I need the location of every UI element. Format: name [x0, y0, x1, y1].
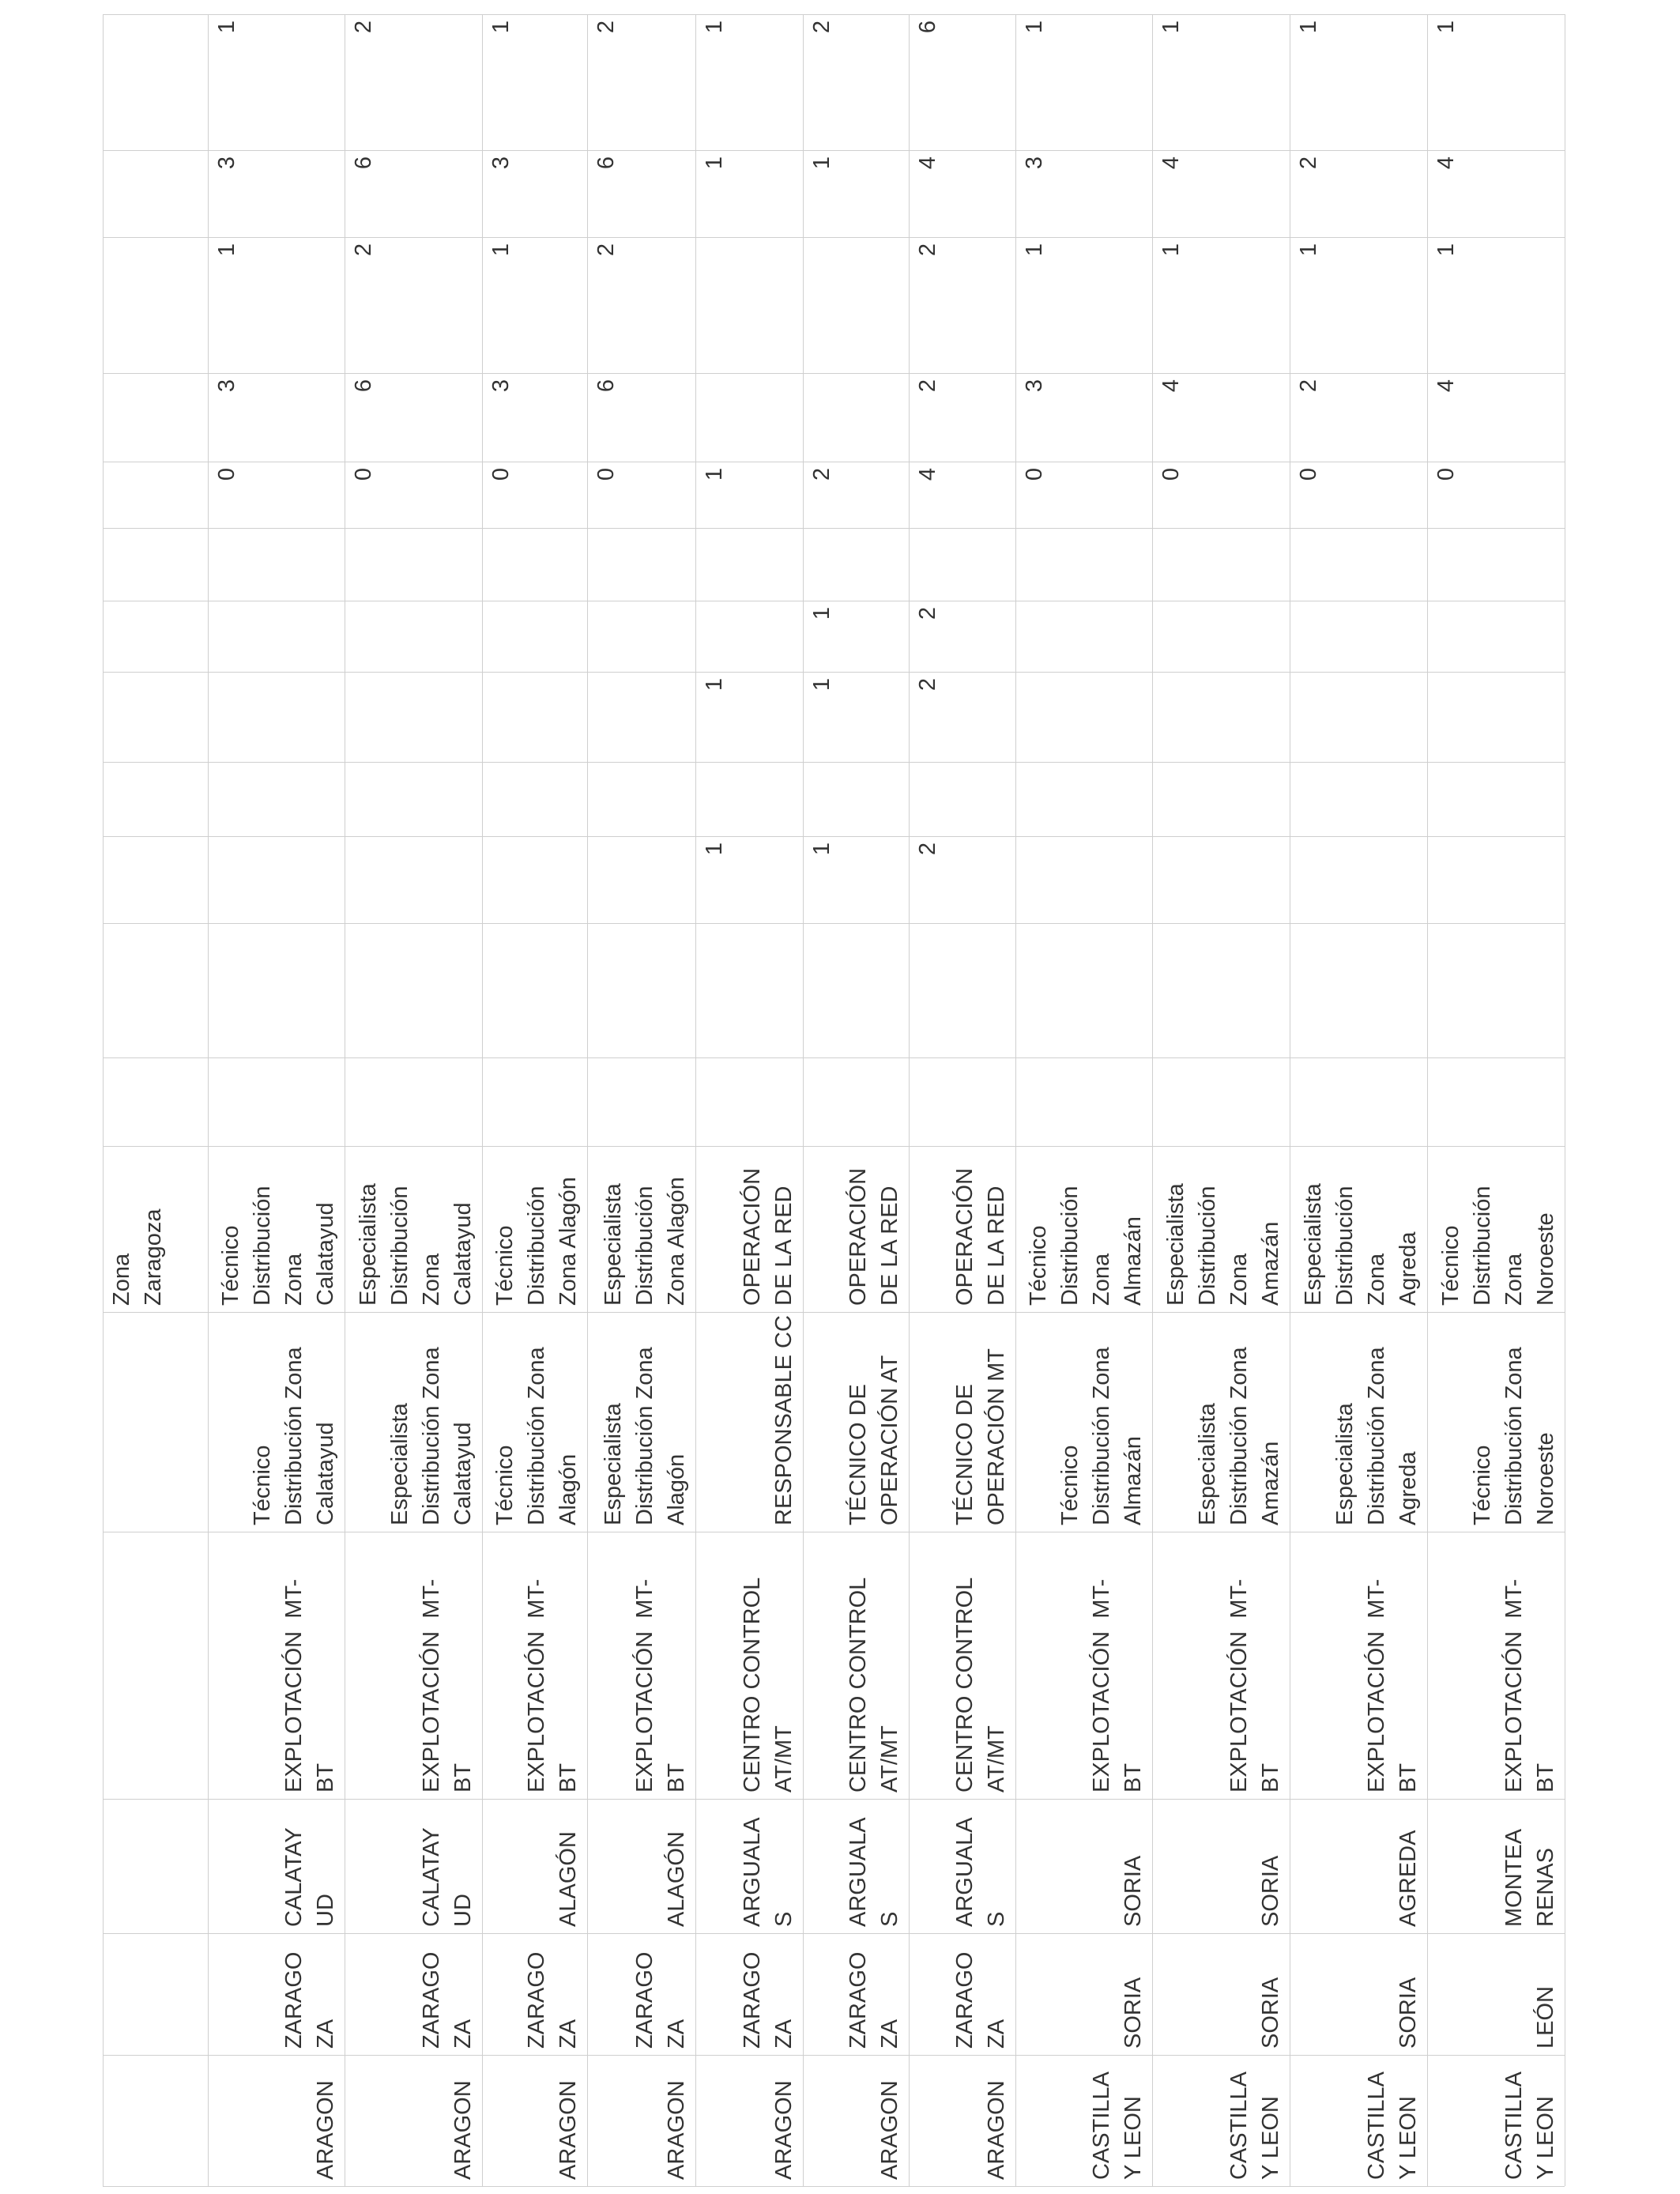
table-cell [587, 373, 695, 462]
cell-text: SORIA [1258, 1855, 1283, 1927]
cell-text: 4 [915, 156, 940, 170]
cell-text: 4 [915, 468, 940, 481]
cell-text: ARAGON [664, 2080, 689, 2180]
table-cell [587, 1532, 695, 1799]
table-cell [1290, 1933, 1427, 2055]
table-cell [909, 1933, 1015, 2055]
cell-text: TÉCNICO DE OPERACIÓN AT [846, 1355, 902, 1525]
table-cell [587, 462, 695, 528]
table-cell [1427, 1933, 1565, 2055]
table-cell [1015, 150, 1152, 237]
table-cell [695, 1799, 803, 1933]
cell-text: EXPLOTACIÓN MT- BT [1226, 1578, 1283, 1793]
cell-text: Técnico Distribución Zona Alagón [492, 1347, 581, 1525]
table-cell [1152, 1933, 1290, 2055]
table-cell [695, 1532, 803, 1799]
cell-text: EXPLOTACIÓN MT- BT [524, 1578, 581, 1793]
cell-text: 2 [1296, 156, 1321, 170]
table-cell [1290, 1799, 1427, 1933]
table-cell [1015, 14, 1152, 150]
table-cell [803, 1532, 909, 1799]
table-cell [1427, 1146, 1565, 1312]
column-gridline [103, 923, 1565, 924]
table-cell [909, 150, 1015, 237]
cell-text: Técnico Distribución Zona Noroeste [1438, 1186, 1558, 1306]
table-cell [587, 1146, 695, 1312]
cell-text: 2 [351, 21, 376, 34]
table-cell [1152, 1799, 1290, 1933]
cell-text: 0 [1158, 468, 1184, 481]
table-cell [345, 150, 482, 237]
table-cell [1427, 1532, 1565, 1799]
table-cell [587, 237, 695, 373]
cell-text: Especialista Distribución Zona Amazán [1195, 1347, 1283, 1525]
table-cell [695, 14, 803, 150]
cell-text: ARAGON [877, 2080, 902, 2180]
table-cell [345, 1933, 482, 2055]
table-cell [587, 150, 695, 237]
table-cell [482, 237, 587, 373]
table-cell [803, 836, 909, 923]
table-cell [208, 462, 345, 528]
table-cell [1015, 1312, 1152, 1532]
header-cell-text: Zona Zaragoza [109, 1208, 166, 1306]
table-cell [909, 601, 1015, 672]
cell-text: CALATAY UD [281, 1827, 338, 1927]
header-cell [103, 1146, 208, 1312]
cell-text: EXPLOTACIÓN MT- BT [1501, 1578, 1558, 1793]
table-cell [1152, 462, 1290, 528]
table-cell [345, 2055, 482, 2186]
cell-text: 1 [1296, 21, 1321, 34]
table-cell [909, 1146, 1015, 1312]
cell-text: CASTILLA Y LEON [1226, 2071, 1283, 2180]
cell-text: 1 [809, 678, 834, 692]
table-cell [1290, 1312, 1427, 1532]
table-cell [587, 14, 695, 150]
cell-text: ARGUALA S [952, 1817, 1009, 1927]
cell-text: SORIA [1121, 1977, 1146, 2049]
table-cell [482, 1799, 587, 1933]
cell-text: ZARAGO ZA [952, 1951, 1009, 2049]
cell-text: 1 [702, 21, 727, 34]
table-cell [1427, 1799, 1565, 1933]
cell-text: 2 [809, 468, 834, 481]
cell-text: RESPONSABLE CC [771, 1315, 797, 1525]
cell-text: 3 [488, 379, 514, 393]
cell-text: 3 [1022, 379, 1047, 393]
table-cell [1427, 237, 1565, 373]
cell-text: Técnico Distribución Zona Almazán [1057, 1347, 1146, 1525]
table-cell [1015, 1146, 1152, 1312]
cell-text: 0 [593, 468, 619, 481]
cell-text: 2 [809, 21, 834, 34]
table-cell [1427, 1312, 1565, 1532]
column-gridline [103, 1057, 1565, 1058]
table-cell [482, 1933, 587, 2055]
cell-text: 2 [593, 243, 619, 257]
cell-text: 0 [1022, 468, 1047, 481]
cell-text: 1 [702, 843, 727, 856]
cell-text: 1 [1433, 243, 1459, 257]
table-cell [1015, 1532, 1152, 1799]
cell-text: ARAGON [556, 2080, 581, 2180]
cell-text: 1 [1433, 21, 1459, 34]
cell-text: SORIA [1258, 1977, 1283, 2049]
cell-text: ARGUALA S [846, 1817, 902, 1927]
table-cell [208, 1799, 345, 1933]
cell-text: 0 [214, 468, 239, 481]
cell-text: 1 [1158, 21, 1184, 34]
table-cell [1290, 150, 1427, 237]
cell-text: CALATAY UD [419, 1827, 476, 1927]
cell-text: EXPLOTACIÓN MT- BT [419, 1578, 476, 1793]
cell-text: 1 [1022, 21, 1047, 34]
cell-text: 1 [809, 156, 834, 170]
table-cell [587, 1312, 695, 1532]
cell-text: 3 [214, 379, 239, 393]
cell-text: 2 [915, 243, 940, 257]
column-gridline [103, 762, 1565, 763]
table-cell [1290, 462, 1427, 528]
cell-text: Técnico Distribución Zona Calatayud [250, 1347, 338, 1525]
column-gridline [103, 528, 1565, 529]
table-cell [909, 836, 1015, 923]
cell-text: ARGUALA S [740, 1817, 797, 1927]
row-gridline [103, 14, 104, 2186]
table-cell [1290, 14, 1427, 150]
cell-text: Especialista Distribución Zona Amazán [1163, 1183, 1283, 1306]
cell-text: CASTILLA Y LEON [1089, 2071, 1146, 2180]
cell-text: EXPLOTACIÓN MT- BT [1364, 1578, 1421, 1793]
table-cell [909, 237, 1015, 373]
table-cell [1290, 237, 1427, 373]
cell-text: Técnico Distribución Zona Alagón [492, 1177, 581, 1306]
cell-text: 1 [702, 678, 727, 692]
table-cell [803, 14, 909, 150]
table-cell [482, 14, 587, 150]
cell-text: 1 [1296, 243, 1321, 257]
cell-text: 3 [214, 156, 239, 170]
table-cell [1015, 1799, 1152, 1933]
cell-text: 0 [1296, 468, 1321, 481]
cell-text: EXPLOTACIÓN MT- BT [632, 1578, 689, 1793]
table-cell [208, 1312, 345, 1532]
table-cell [695, 2055, 803, 2186]
cell-text: 1 [214, 243, 239, 257]
table-cell [208, 237, 345, 373]
table-cell [345, 1312, 482, 1532]
cell-text: 4 [1158, 156, 1184, 170]
cell-text: 2 [915, 843, 940, 856]
cell-text: 2 [351, 243, 376, 257]
cell-text: SORIA [1121, 1855, 1146, 1927]
table-cell [482, 1312, 587, 1532]
cell-text: 6 [593, 156, 619, 170]
cell-text: OPERACIÓN DE LA RED [846, 1167, 902, 1306]
cell-text: Técnico Distribución Zona Calatayud [218, 1186, 338, 1306]
table-cell [695, 150, 803, 237]
table-cell [482, 1146, 587, 1312]
cell-text: ARAGON [771, 2080, 797, 2180]
cell-text: 6 [593, 379, 619, 393]
table-cell [803, 150, 909, 237]
cell-text: ARAGON [313, 2080, 338, 2180]
table-cell [695, 1312, 803, 1532]
cell-text: ZARAGO ZA [524, 1951, 581, 2049]
table-cell [587, 1933, 695, 2055]
table-cell [1290, 2055, 1427, 2186]
table-cell [803, 1799, 909, 1933]
table-cell [1290, 373, 1427, 462]
table-cell [208, 1933, 345, 2055]
table-cell [803, 601, 909, 672]
cell-text: EXPLOTACIÓN MT- BT [281, 1578, 338, 1793]
cell-text: 1 [1158, 243, 1184, 257]
cell-text: 1 [214, 21, 239, 34]
table-cell [1152, 237, 1290, 373]
cell-text: 2 [915, 607, 940, 620]
cell-text: 3 [1022, 156, 1047, 170]
cell-text: Especialista Distribución Zona Calatayud [387, 1347, 476, 1525]
cell-text: 6 [351, 156, 376, 170]
table-cell [345, 237, 482, 373]
table-cell [1427, 462, 1565, 528]
table-cell [695, 836, 803, 923]
table-cell [482, 373, 587, 462]
table-cell [803, 1933, 909, 2055]
cell-text: 1 [702, 468, 727, 481]
table-cell [482, 150, 587, 237]
cell-text: EXPLOTACIÓN MT- BT [1089, 1578, 1146, 1793]
table-cell [1290, 1146, 1427, 1312]
table-cell [1152, 1312, 1290, 1532]
cell-text: 2 [915, 379, 940, 393]
table-cell [345, 14, 482, 150]
table-cell [1015, 373, 1152, 462]
cell-text: ALAGÓN [664, 1831, 689, 1927]
cell-text: 4 [1433, 156, 1459, 170]
cell-text: ARAGON [450, 2080, 476, 2180]
table-cell [1152, 1146, 1290, 1312]
table-cell [1152, 150, 1290, 237]
table-cell [345, 373, 482, 462]
cell-text: ZARAGO ZA [740, 1951, 797, 2049]
cell-text: CASTILLA Y LEON [1501, 2071, 1558, 2180]
cell-text: AGREDA [1396, 1830, 1421, 1927]
table-cell [803, 1312, 909, 1532]
table-cell [587, 1799, 695, 1933]
cell-text: TÉCNICO DE OPERACIÓN MT [952, 1348, 1009, 1525]
table-cell [1427, 14, 1565, 150]
cell-text: ZARAGO ZA [632, 1951, 689, 2049]
table-cell [803, 2055, 909, 2186]
table-cell [803, 1146, 909, 1312]
cell-text: ZARAGO ZA [846, 1951, 902, 2049]
cell-text: 0 [351, 468, 376, 481]
table-cell [1427, 2055, 1565, 2186]
table-cell [909, 373, 1015, 462]
table-cell [909, 1312, 1015, 1532]
table-cell [587, 2055, 695, 2186]
table-cell [695, 672, 803, 762]
table-cell [1015, 2055, 1152, 2186]
cell-text: SORIA [1396, 1977, 1421, 2049]
table-cell [1152, 373, 1290, 462]
cell-text: Técnico Distribución Zona Almazán [1026, 1186, 1146, 1306]
cell-text: OPERACIÓN DE LA RED [952, 1167, 1009, 1306]
cell-text: 1 [488, 21, 514, 34]
cell-text: CENTRO CONTROL AT/MT [952, 1577, 1009, 1793]
cell-text: 1 [809, 607, 834, 620]
table-cell [208, 373, 345, 462]
cell-text: 6 [915, 21, 940, 34]
table-cell [1152, 2055, 1290, 2186]
cell-text: MONTEA RENAS [1501, 1828, 1558, 1927]
cell-text: 1 [702, 156, 727, 170]
cell-text: 1 [1022, 243, 1047, 257]
table-cell [1427, 150, 1565, 237]
table-cell [1015, 462, 1152, 528]
cell-text: Especialista Distribución Zona Alagón [601, 1177, 689, 1306]
table-cell [695, 462, 803, 528]
cell-text: Técnico Distribución Zona Noroeste [1470, 1347, 1558, 1525]
cell-text: 3 [488, 156, 514, 170]
table-cell [803, 462, 909, 528]
cell-text: 2 [1296, 379, 1321, 393]
cell-text: 2 [593, 21, 619, 34]
table-cell [909, 1799, 1015, 1933]
cell-text: 1 [488, 243, 514, 257]
table-cell [208, 2055, 345, 2186]
table-cell [1290, 1532, 1427, 1799]
table-cell [345, 1799, 482, 1933]
table-cell [909, 14, 1015, 150]
table-cell [345, 462, 482, 528]
table-cell [208, 1532, 345, 1799]
table-cell [208, 150, 345, 237]
table-cell [482, 2055, 587, 2186]
table-cell [909, 462, 1015, 528]
cell-text: Especialista Distribución Zona Alagón [601, 1347, 689, 1525]
table-cell [482, 1532, 587, 1799]
cell-text: LEÓN [1533, 1986, 1558, 2049]
cell-text: Especialista Distribución Zona Agreda [1332, 1347, 1421, 1525]
cell-text: OPERACIÓN DE LA RED [740, 1167, 797, 1306]
table-cell [1152, 14, 1290, 150]
cell-text: ARAGON [984, 2080, 1009, 2180]
column-gridline [103, 2186, 1565, 2187]
table-cell [695, 1933, 803, 2055]
table-cell [1015, 237, 1152, 373]
table-cell [1152, 1532, 1290, 1799]
table-cell [482, 462, 587, 528]
table-cell [803, 672, 909, 762]
cell-text: ALAGÓN [556, 1831, 581, 1927]
cell-text: Especialista Distribución Zona Calatayud [356, 1183, 476, 1306]
cell-text: ZARAGO ZA [281, 1951, 338, 2049]
table-cell [909, 672, 1015, 762]
cell-text: CENTRO CONTROL AT/MT [740, 1577, 797, 1793]
table-cell [909, 2055, 1015, 2186]
cell-text: 6 [351, 379, 376, 393]
cell-text: 4 [1158, 379, 1184, 393]
cell-text: 4 [1433, 379, 1459, 393]
table-cell [345, 1146, 482, 1312]
cell-text: ZARAGO ZA [419, 1951, 476, 2049]
table-cell [1427, 373, 1565, 462]
table-cell [208, 14, 345, 150]
table-cell [208, 1146, 345, 1312]
cell-text: 0 [488, 468, 514, 481]
cell-text: CASTILLA Y LEON [1364, 2071, 1421, 2180]
cell-text: CENTRO CONTROL AT/MT [846, 1577, 902, 1793]
cell-text: 1 [809, 843, 834, 856]
table-cell [1015, 1933, 1152, 2055]
table-cell [695, 1146, 803, 1312]
cell-text: Especialista Distribución Zona Agreda [1301, 1183, 1421, 1306]
cell-text: 0 [1433, 468, 1459, 481]
table-cell [345, 1532, 482, 1799]
table-cell [909, 1532, 1015, 1799]
cell-text: 2 [915, 678, 940, 692]
